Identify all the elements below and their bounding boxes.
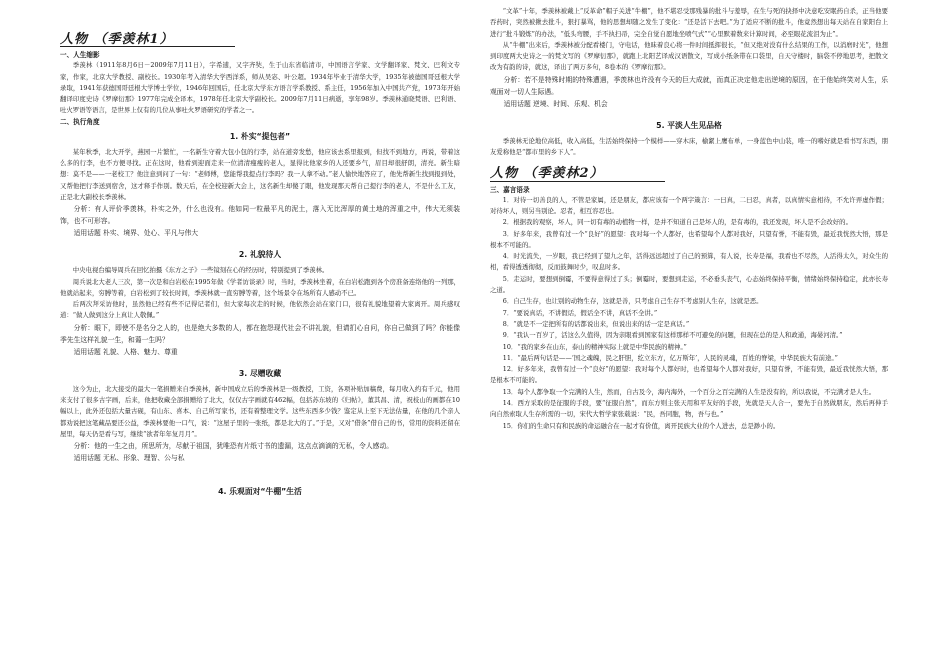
paragraph-story-2b: 周兵说北大老人三次，第一次是和白岩松在1995年做《学者访谈录》时，当时，季羡林坐着，在白岩松跑到各个房准备连络他的一列那，他就站起来，穷膊等着，白岩松到了较长时间，季羡林就一直穷膊等着，这个场景令在场所有人感动不已。 — [60, 277, 460, 297]
left-column — [60, 0, 460, 672]
quote-item: 1．对待一切善良的人，不管是家属，还是朋友，都应该有一个两字箴言：一曰真，二曰忍，真者，以真情实意相待，不允许弄虚作假；对待坏人，则另当别论。忍者，相互容忍也。 — [490, 195, 888, 215]
heading-execution-angle: 二、执行角度 — [60, 117, 100, 126]
analysis-3: 分析：他的一生之由，所思所为，尽献于祖国，犹唯恐有片纸寸书的遗漏，这点点滴滴的无私，令人感动。 — [73, 442, 394, 451]
section-title-2: 人物 （季羡林2） — [490, 168, 665, 181]
quote-item: 6．自己生存，也让别的动物生存，这就是善，只考虑自己生存不考虑别人生存，这就是恶。 — [502, 297, 763, 306]
quote-item: 9．“我认一百岁了，活这么久值得，因为亲眼看到国家有这样那样不可避免的问题，但现在总的是人和政通，海晏河清。” — [502, 331, 843, 340]
paragraph-story-1: 某年秋季，北大开学，燕园一片繁忙，一名新生守着大包小包的行李，站在道旁发愁，他应该去系里报到，但找不到地方，再说，带着这么多的行李，也不方便寻找。正在这时，他看到迎面走来一位清清瘦瘦的老人，显得比他家乡的人还要乡气，眉目却很舒朗，清亮。新生暗想：莫不是——一老校工？他注意到问了一句：“老师傅，您能帮我提点行李吗？我一人拿不动。”老人愉快地答应了，他先帮新生找到报到处，又帮他把行李送到宿舍，这才释手作别。数天后，在全校迎新大会上，这名新生却傻了眼，他发现那天帮自己提行李的老人，不是什么工友，正是北大副校长季羡林。 — [60, 147, 460, 201]
quote-item: 4．时光流失，一岁眼，我已经到了望九之年，活得远远超过了自己的预算，有人说，长寿是福，我看也不尽然，人活得太久，对众生的相，看得透透彻彻，反而鼓舞时少，叹息时多。 — [490, 252, 888, 272]
section-title-1: 人物 （季羡林1） — [60, 34, 235, 47]
paragraph-story-2a: 中央电视台编导周兵在回忆拍摄《东方之子》一些镜刻在心的经历时，特别提到了季羡林。 — [72, 266, 329, 275]
paragraph-biography: 季羡林（1911年8月6日－2009年7月11日），字希逋，又字齐奘，生于山东省临清市，中国语言学家、文学翻译家、梵文、巴利文专家，作家，北京大学教授、副校长。1930年考入清华大学西洋系，师从吴宓、叶公超。1934年毕业于清华大学，1935年被德国哥廷根大学录取，1941年获德国哥廷根大学博士学位，1946年回国后，任北京大学东方语言学系教授、系主任，1956年加入中国共产党，1973年开始翻译印度史诗《罗摩衍那》1977年完成全译本，1978年任北京大学副校长。2009年7月11日病逝，享年98岁。季羡林通晓梵语、巴利语、吐火罗语等语言，是世界上仅有的几位从事吐火罗语研究的学者之一。 — [60, 61, 460, 115]
analysis-2: 分析：眼下，即使不是名分之人的，也是绝大多数的人，都在抱怨现代社会不讲礼貌，但请扪心自问，你自己做到了吗？你能像季先生这样礼貌一生，和蔼一生吗？ — [60, 323, 460, 344]
analysis-1: 分析：有人评价季羡林，朴实之外，什么也没有。他如同一粒最平凡的泥土，落入无比浑厚的黄土地的浑重之中，伟大无须装饰，也不可形容。 — [60, 205, 460, 226]
topic-title-3: 3. 尽赠收藏 — [238, 368, 282, 378]
paragraph-story-4b: 从“牛棚”出来后，季羡林被分配看楼门，守电话，他昧着良心将一件时间抵挥很长，“但又绝对没有什么结果的工作，以消磨时光”，他想到印度两大史诗之一的梵文写的《罗摩衍那》，就跑上北阳艺译成汉语散文，写成小纸条带在口袋里，自天守楼时，脑袋不停地思考，把散文改为有韵的诗，就这，译出了两万多句，8卷本的《罗摩衍那》。 — [490, 40, 888, 72]
topics-1: 适用话题 朴实、境界、处心、平凡与伟大 — [73, 229, 199, 238]
quote-item: 5．走运时，要想到倒霉，不要得意得过了头；倒霉时，要想到走运，不必垂头丧气，心态始终保持平衡，情绪始终保持稳定，此亦长寿之道。 — [490, 274, 888, 295]
quote-item: 10．“我的家乡在山东，泰山的精神实际上就是中华民族的精神。” — [502, 342, 687, 351]
heading-life-summary: 一、人生缩影 — [60, 51, 100, 60]
quote-item: 14．西方采取的是征服的手段，要“征服自然”，而东方则主张天用和平友好的手段，先就是天人合一，要先于自然做朋友，然后再伸手向自然索取人生存所需的一切，宋代大哲学家张载说：“民，吾同胞，物，吾与也。” — [490, 399, 888, 419]
quote-item: 2．根据我的观察，坏人，同一切有毒的动植物一样，是并不知道自己是坏人的，是有毒的，我还发现，坏人是不会改好的。 — [502, 218, 852, 227]
topics-3: 适用话题 无私、形象、理智、公与私 — [73, 454, 185, 463]
heading-quotes: 三、嘉言语录 — [490, 185, 530, 194]
quote-item: 8．“就是不一定把所有的话都说出来，但说出来的话一定是真话。” — [502, 319, 690, 328]
paragraph-story-2c: 后两次拜采访他时，虽然他已经有些不记得记者们，但大家每次走的时候，他依然会站在家门口，很有礼貌地望着大家离开。周兵感叹道：“做人做到这分上真让人敬佩。” — [60, 300, 460, 320]
paragraph-story-3: 这今为止，北大接受的最大一笔捐赠来自季羡林，新中国成立后的季羡林是一级教授，工资，各项补贴加稿费，每月收入约有千元，他用来支付了很多古字画，后来，他把收藏全部捐赠给了北大，仅仅古字画就有462幅，包括苏东坡的《归帖》，董其昌、清，祝枝山的画都在10幅以上，此外还包括大量古砚，有山东、喜本、自己所写家书，还有着整理文学。这些东西多少钱？鉴定从上至下无法估量，在他的几个亲人都劝说把这笔藏品要还公益，季羡林要他一口气，说：“这屋子里的一张纸，都是北大的了。”于是，又对“借条”借自己的书，常用的资料还留在屋里，每天仍是看与写，继续“欲者年年复月月”。 — [60, 384, 460, 438]
topics-2: 适用话题 礼貌、人格、魅力、尊重 — [73, 347, 178, 356]
topic-title-1: 1. 朴实“提包者” — [229, 131, 291, 141]
quotes-list — [490, 195, 888, 432]
paragraph-story-5: 季羡林无论地位高低，收入高低，生活始终保持一个模样——穿木床，榆絮上鹰布单，一身蓝色中山装，唯一的嗜好就是看书写东西，朋友爱称他是“都市里的乡下人”。 — [490, 136, 888, 157]
quote-item: 12．好多年来，我曾有过一个“良好”的愿望：我对每个人都好时，也希望每个人都对我好，只望有誉，不能有毁，最近我恍然大悟，那是根本不可能的。 — [490, 365, 888, 385]
paragraph-story-4a: “文革”十年，季羡林被戴上“反革命”帽子关进“牛棚”，他不堪忍受那残暴的批斗与羞辱，在生与死的抉择中决意吃安眠药自杀，正当他要吞药时，突然被揪去批斗，狠打暴骂，他的思想却随之发生了变化：“还是活下去吧。”为了适应不断的批斗，他竟然想出每天站在自家阳台上进行“批斗锻炼”的办法，“低头弯腰，手不执扫帚，完全自觉自愿地坐喷气式”“心里默着数来计算时间，必至眼花流泪为止”。 — [490, 7, 888, 38]
topic-title-5: 5. 平淡人生见品格 — [656, 120, 722, 130]
quote-item: 15．你们的生命只有和民族的命运融合在一起才有价值，离开民族大业的个人进去，总是渺小的。 — [502, 421, 780, 430]
topic-title-2: 2. 礼貌待人 — [238, 250, 282, 260]
analysis-4: 分析：若不是特殊时期的特殊遭遇，季羡林也许没有今天的巨大成就，而真正决定他走出逆境的原因，在于他始终笑对人生，乐观面对一切人生际遇。 — [490, 75, 888, 96]
quote-item: 11．“最后两句话是——‘国之魂魄，民之肝胆，纥立东方，亿万斯年’，人民的灵魂，百姓的脊梁，中华民族大有前途。” — [502, 353, 838, 362]
quote-item: 3．好多年来，我曾有过一个“良好”的愿望：我对每一个人都好，也希望每个人都对我好，只望有誉，不能有毁，最近我恍然大悟，那是根本不可能的。 — [490, 229, 888, 249]
topic-title-4: 4. 乐观面对“牛棚”生活 — [218, 487, 302, 497]
topics-4: 适用话题 逆境、时间、乐观、机会 — [503, 99, 608, 108]
quote-item: 13．每个人都争取一个完满的人生，然而，自古及今，海内海外，一个百分之百完满的人生是没有的，所以我说，不完满才是人生。 — [502, 387, 876, 396]
quote-item: 7．“要说真话，不讲假话，假话全不讲，真话不全讲。” — [502, 308, 658, 317]
right-column — [490, 0, 888, 672]
